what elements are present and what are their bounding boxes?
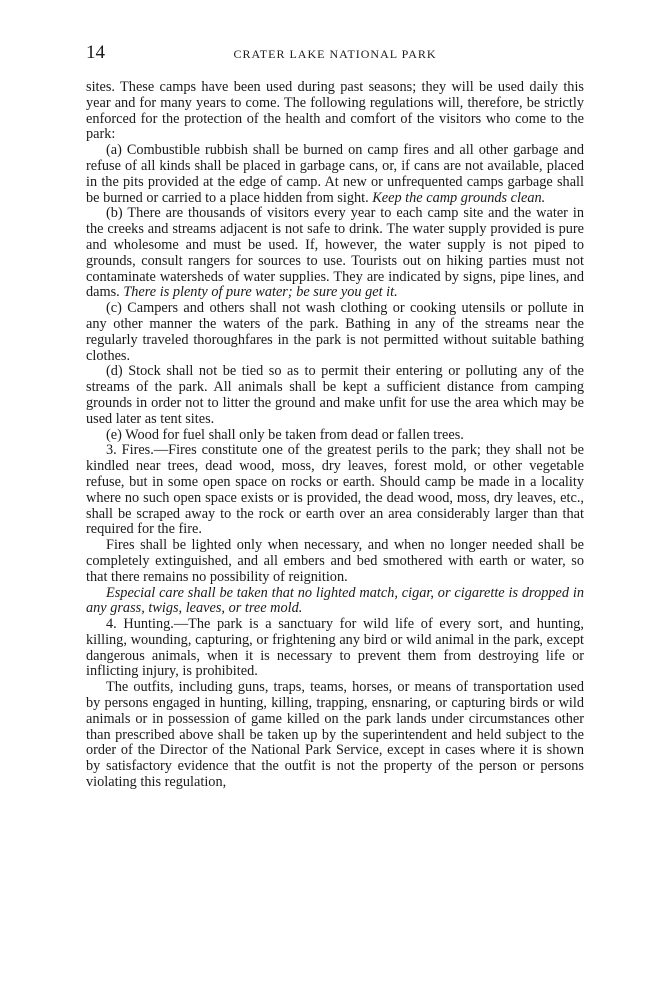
paragraph-hunting: 4. Hunting.—The park is a sanctuary for wild life of every sort, and hunting, killing, wounding, capturing, or frightening any bird or wild animal in the park, except dangerous animals, when it is necessary to prevent them from destroying life or inflicting injury, is prohibited. (86, 616, 584, 680)
paragraph-rule-a: (a) Combustible rubbish shall be burned on camp fires and all other garbage and refuse of all kinds shall be placed in garbage cans, or, if cans are not available, placed in the pits provided at the edge of camp. At new or unfrequented camps garbage shall be burned or carried to a place hidden from sight. Keep the camp grounds clean. (86, 142, 584, 206)
paragraph-rule-c: (c) Campers and others shall not wash clothing or cooking utensils or pollute in any other manner the waters of the park. Bathing in any of the streams near the regularly traveled thoroughfares in the park is not permitted without suitable bathing clothes. (86, 300, 584, 364)
paragraph-fires-extinguish: Fires shall be lighted only when necessary, and when no longer needed shall be completely extinguished, and all embers and bed smothered with earth or water, so that there remains no possibility of reignition. (86, 537, 584, 585)
paragraph-fires: 3. Fires.—Fires constitute one of the greatest perils to the park; they shall not be kindled near trees, dead wood, moss, dry leaves, forest mold, or other vegetable refuse, but in some open space on rocks or earth. Should camp be made in a locality where no such open space exists or is provided, the dead wood, moss, dry leaves, etc., shall be scraped away to the rock or earth over an area considerably larger than that required for the fire. (86, 442, 584, 538)
paragraph-camps-intro: sites. These camps have been used during past seasons; they will be used daily this year and for many years to come. The following regulations will, therefore, be strictly enforced for the protection of the health and comfort of the visitors who come to the park: (86, 79, 584, 143)
running-head: CRATER LAKE NATIONAL PARK (233, 47, 437, 61)
paragraph-fires-caution: Especial care shall be taken that no lighted match, cigar, or cigarette is dropped in any grass, twigs, leaves, or tree mold. (86, 584, 584, 617)
page-header (86, 42, 584, 64)
paragraph-rule-b: (b) There are thousands of visitors every year to each camp site and the water in the creeks and streams adjacent is not safe to drink. The water supply provided is pure and wholesome and must be used. If, however, the water supply is not piped to grounds, consult rangers for sources to use. Tourists out on hiking parties must not contaminate watersheds of water supplies. They are indicated by signs, pipe lines, and dams. There is plenty of pure water; be sure you get it. (86, 205, 584, 301)
body-text (86, 80, 584, 791)
paragraph-rule-d: (d) Stock shall not be tied so as to permit their entering or polluting any of the streams of the park. All animals shall be kept a sufficient distance from camping grounds in order not to litter the ground and make unfit for use the area which may be used later as tent sites. (86, 363, 584, 427)
paragraph-rule-e: (e) Wood for fuel shall only be taken from dead or fallen trees. (106, 426, 464, 443)
paragraph-outfits: The outfits, including guns, traps, teams, horses, or means of transportation used by persons engaged in hunting, killing, trapping, ensnaring, or capturing birds or wild animals or in possession of game killed on the park lands under circumstances other than prescribed above shall be taken up by the superintendent and held subject to the order of the Director of the National Park Service, except in cases where it is shown by satisfactory evidence that the outfit is not the property of the person or persons violating this regulation, (86, 679, 584, 791)
page-number: 14 (86, 42, 105, 63)
